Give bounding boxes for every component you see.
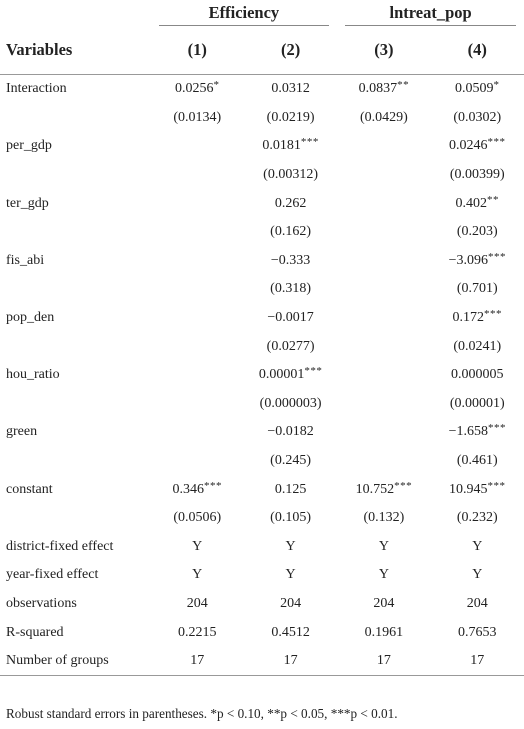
group-label-lntreat: lntreat_pop [389, 3, 472, 22]
significance-stars: * [493, 79, 500, 92]
column-header-row [0, 26, 524, 75]
cell-c4: (0.0302) [453, 109, 502, 125]
cell-c2: (0.318) [270, 281, 311, 297]
cell-c2: 17 [244, 647, 337, 676]
cell-c1 [151, 447, 244, 476]
cell-c4: 0.000005 [451, 367, 504, 383]
cell-c4: −1.658*** [448, 422, 506, 440]
cell-c2: (0.245) [270, 453, 311, 469]
cell-c4: 0.0246*** [449, 136, 506, 154]
cell-c3: 0.0837** [358, 79, 410, 97]
header-col-1: (1) [151, 26, 244, 75]
cell-c2: (0.00312) [263, 167, 318, 183]
cell-c2: 204 [280, 595, 302, 611]
group-header-efficiency [151, 0, 338, 26]
cell-c3 [337, 247, 430, 276]
row-label: green [6, 424, 38, 440]
cell-c3: (0.132) [363, 510, 405, 526]
table-row [0, 418, 524, 447]
cell-c1 [151, 132, 244, 161]
cell-c3 [337, 189, 430, 218]
cell-c4: Y [472, 567, 483, 583]
cell-c2: Y [285, 567, 296, 583]
cell-c3: Y [378, 567, 389, 583]
cell-c3 [337, 132, 430, 161]
cell-c1 [151, 275, 244, 304]
group-header-lntreat [337, 0, 524, 26]
table-row [0, 475, 524, 504]
table-row [0, 390, 524, 419]
table-row [0, 504, 524, 533]
table-row [0, 247, 524, 276]
cell-c3: 204 [373, 595, 395, 611]
cell-c2: (0.105) [270, 510, 311, 526]
significance-stars: ** [397, 79, 410, 92]
cell-c2: 0.125 [274, 481, 307, 497]
cell-c1: 17 [151, 647, 244, 676]
cell-c1: Y [192, 567, 203, 583]
cell-c1 [151, 218, 244, 247]
table-row [0, 304, 524, 333]
table-footnote: Robust standard errors in parentheses. *p < 0.10, **p < 0.05, ***p < 0.01. [6, 706, 398, 721]
cell-c4: 0.402** [455, 193, 500, 211]
row-label: hou_ratio [6, 367, 60, 383]
cell-c4: (0.00001) [449, 395, 505, 411]
table-row [0, 218, 524, 247]
group-label-efficiency: Efficiency [208, 3, 280, 22]
group-underline-lntreat [345, 25, 516, 26]
cell-c3: Y [378, 538, 389, 554]
table-row [0, 618, 524, 647]
row-label: R-squared [6, 624, 64, 640]
row-label: ter_gdp [6, 195, 49, 211]
cell-c1: Y [192, 538, 203, 554]
row-label: fis_abi [6, 252, 45, 268]
table-row [0, 161, 524, 190]
cell-c3 [337, 390, 430, 419]
cell-c2: (0.0277) [266, 338, 315, 354]
significance-stars: *** [300, 136, 319, 149]
table-row [0, 647, 524, 676]
row-label: observations [6, 595, 77, 611]
cell-c4: (0.232) [456, 510, 498, 526]
significance-stars: *** [488, 422, 506, 435]
table-row [0, 275, 524, 304]
row-label: Interaction [6, 81, 67, 97]
group-header-spacer [0, 0, 151, 26]
cell-c2: Y [285, 538, 296, 554]
cell-c2: (0.000003) [259, 395, 322, 411]
row-label: constant [6, 481, 53, 497]
cell-c4: 0.7653 [458, 624, 497, 640]
cell-c1 [151, 247, 244, 276]
cell-c4: −3.096*** [448, 250, 506, 268]
cell-c3 [337, 275, 430, 304]
significance-stars: * [213, 79, 220, 92]
cell-c3 [337, 332, 430, 361]
cell-c3 [337, 218, 430, 247]
row-label: district-fixed effect [6, 538, 114, 554]
row-label [0, 104, 151, 133]
cell-c4: 17 [431, 647, 524, 676]
cell-c1: (0.0506) [173, 510, 222, 526]
cell-c1: 204 [186, 595, 208, 611]
cell-c4: 204 [466, 595, 488, 611]
cell-c1: (0.0134) [173, 109, 222, 125]
cell-c3 [337, 161, 430, 190]
cell-c1 [151, 390, 244, 419]
cell-c2: −0.333 [270, 252, 311, 268]
cell-c3: 10.752*** [355, 479, 413, 497]
cell-c4: (0.00399) [449, 167, 505, 183]
cell-c2: 0.4512 [271, 624, 310, 640]
cell-c4: Y [472, 538, 483, 554]
cell-c4: 0.0509* [455, 79, 500, 97]
significance-stars: *** [203, 479, 222, 492]
table-row [0, 561, 524, 590]
cell-c3: 0.1961 [364, 624, 404, 640]
row-label: Number of groups [0, 647, 151, 676]
table-row [0, 104, 524, 133]
row-label [0, 447, 151, 476]
row-label [0, 390, 151, 419]
table-row [0, 447, 524, 476]
cell-c1 [151, 361, 244, 390]
table-row [0, 533, 524, 562]
cell-c4: (0.461) [456, 453, 498, 469]
cell-c4: 10.945*** [449, 479, 506, 497]
cell-c3 [337, 418, 430, 447]
row-label [0, 275, 151, 304]
group-header-row [0, 0, 524, 26]
significance-stars: *** [394, 479, 413, 492]
row-label [0, 218, 151, 247]
cell-c3: (0.0429) [360, 109, 408, 125]
cell-c1 [151, 418, 244, 447]
cell-c3 [337, 304, 430, 333]
row-label: pop_den [6, 310, 55, 326]
table-row [0, 590, 524, 619]
significance-stars: *** [488, 250, 506, 263]
table-row [0, 361, 524, 390]
row-label: year-fixed effect [6, 567, 99, 583]
cell-c2: 0.0312 [271, 81, 310, 97]
table-row [0, 189, 524, 218]
significance-stars: *** [487, 136, 506, 149]
cell-c1 [151, 304, 244, 333]
header-col-2: (2) [244, 26, 337, 75]
cell-c2: (0.0219) [266, 109, 315, 125]
cell-c1: 0.2215 [177, 624, 217, 640]
cell-c2: 0.0181*** [262, 136, 319, 154]
row-label [0, 161, 151, 190]
table-row [0, 75, 524, 104]
row-label: per_gdp [6, 138, 52, 154]
cell-c3 [337, 361, 430, 390]
row-label [0, 504, 151, 533]
cell-c1 [151, 189, 244, 218]
group-underline-efficiency [159, 25, 330, 26]
cell-c4: 0.172*** [452, 308, 503, 326]
significance-stars: *** [304, 365, 323, 378]
header-col-4: (4) [431, 26, 524, 75]
cell-c2: 0.262 [274, 195, 307, 211]
significance-stars: *** [487, 479, 506, 492]
cell-c3: 17 [337, 647, 430, 676]
cell-c4: (0.0241) [453, 338, 502, 354]
cell-c2: −0.0182 [267, 424, 314, 440]
cell-c2: 0.00001*** [258, 365, 323, 383]
cell-c3 [337, 447, 430, 476]
significance-stars: *** [484, 308, 503, 321]
cell-c4: (0.701) [456, 281, 498, 297]
significance-stars: ** [487, 193, 500, 206]
cell-c2: (0.162) [270, 224, 311, 240]
row-label [0, 332, 151, 361]
header-col-3: (3) [337, 26, 430, 75]
cell-c4: (0.203) [456, 224, 498, 240]
cell-c1: 0.346*** [172, 479, 222, 497]
cell-c1 [151, 161, 244, 190]
cell-c2: −0.0017 [267, 310, 314, 326]
cell-c1 [151, 332, 244, 361]
table-row [0, 132, 524, 161]
table-row [0, 332, 524, 361]
cell-c1: 0.0256* [174, 79, 220, 97]
header-variables: Variables [0, 26, 151, 75]
